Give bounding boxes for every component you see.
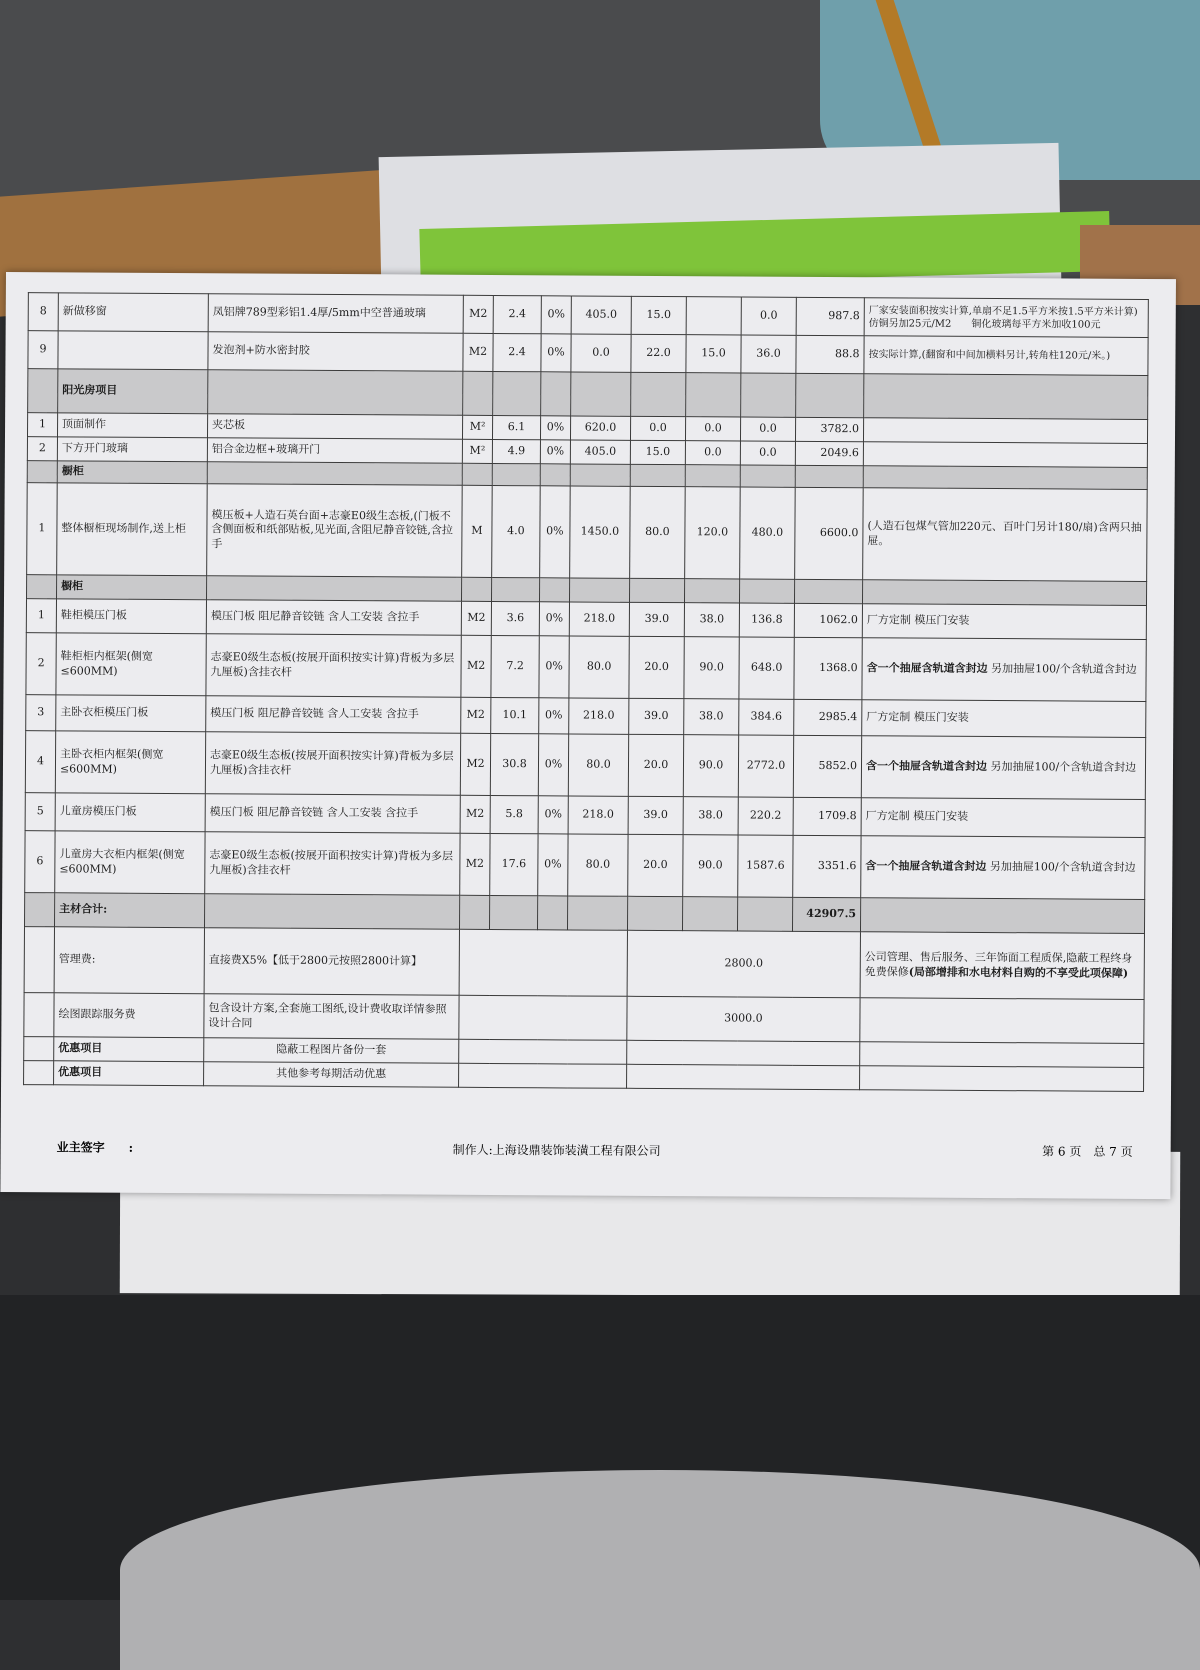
table-row: 9 发泡剂+防水密封胶 M2 2.4 0% 0.0 22.0 15.0 36.0 88.8 按实际计算,(翻窗和中间加横料另计,转角柱120元/米。) (28, 331, 1148, 376)
quotation-page (0, 272, 1176, 1199)
table-row: 1 顶面制作 夹芯板 M² 6.1 0% 620.0 0.0 0.0 0.0 3782.0 (27, 413, 1147, 444)
table-row: 1 鞋柜模压门板 模压门板 阻尼静音铰链 含人工安装 含拉手 M2 3.6 0% 218.0 39.0 38.0 136.8 1062.0 厂方定制 模压门安装 (26, 599, 1146, 640)
table-row: 5 儿童房模压门板 模压门板 阻尼静音铰链 含人工安装 含拉手 M2 5.8 0% 218.0 39.0 38.0 220.2 1709.8 厂方定制 模压门安装 (25, 793, 1145, 838)
section-header-sunroom: 阳光房项目 (28, 369, 1148, 420)
promotion-row: 优惠项目 其他参考每期活动优惠 (24, 1061, 1144, 1092)
design-fee-row: 绘图跟踪服务费 包含设计方案,全套施工图纸,设计费收取详情参照设计合同 3000.0 (24, 993, 1144, 1044)
section-header-wardrobe: 橱柜 (27, 575, 1147, 606)
section-header-cabinet: 橱柜 (27, 461, 1147, 490)
table-row: 2 下方开门玻璃 铝合金边框+玻璃开门 M² 4.9 0% 405.0 15.0 0.0 0.0 2049.6 (27, 437, 1147, 468)
table-row: 6 儿童房大衣柜内框架(侧宽≤600MM) 志豪E0级生态板(按展开面积按实计算)背板为多层九厘板)含挂衣杆 M2 17.6 0% 80.0 20.0 90.0 1587.6 3351.6 含一个抽屉含轨道含封边 另加抽屉100/个含轨道含封边 (25, 831, 1145, 900)
quotation-table (23, 292, 1149, 1092)
background-knee (120, 1470, 1200, 1670)
owner-signature-label: 业主签字 : (56, 1140, 134, 1155)
promotion-row: 优惠项目 隐蔽工程图片备份一套 (24, 1037, 1144, 1068)
table-row: 1 整体橱柜现场制作,送上柜 模压板+人造石英台面+志豪E0级生态板,(门板不含侧面板和纸部贴板,见光面,含阻尼静音铰链,含拉手 M 4.0 0% 1450.0 80.0 120.0 480.0 6600.0 (人造石包煤气管加220元、百叶门另计180/扇)含两只抽屉。 (27, 483, 1148, 582)
table-row: 8 新做移窗 凤铝牌789型彩铝1.4厚/5mm中空普通玻璃 M2 2.4 0% 405.0 15.0 0.0 987.8 厂家安装面积按实计算,单扇不足1.5平方米按1.5平方米计算)仿铜另加25元/M2 铜化玻璃每平方米加收100元 (28, 293, 1148, 338)
table-row: 2 鞋柜柜内框架(侧宽≤600MM) 志豪E0级生态板(按展开面积按实计算)背板为多层九厘板)含挂衣杆 M2 7.2 0% 80.0 20.0 90.0 648.0 1368.0 含一个抽屉含轨道含封边 另加抽屉100/个含轨道含封边 (26, 633, 1146, 702)
page-footer (23, 1134, 1143, 1165)
management-fee-row: 管理费: 直接费X5%【低于2800元按照2800计算】 2800.0 公司管理、售后服务、三年饰面工程质保,隐蔽工程终身免费保修(局部增排和水电材料自购的不享受此项保障) (24, 927, 1144, 1000)
main-material-total-row: 主材合计: 42907.5 (25, 893, 1145, 934)
table-row: 4 主卧衣柜内框架(侧宽≤600MM) 志豪E0级生态板(按展开面积按实计算)背板为多层九厘板)含挂衣杆 M2 30.8 0% 80.0 20.0 90.0 2772.0 5852.0 含一个抽屉含轨道含封边 另加抽屉100/个含轨道含封边 (25, 731, 1145, 800)
maker-label: 制作人:上海设鼎装饰装潢工程有限公司 (452, 1142, 661, 1159)
table-row: 3 主卧衣柜模压门板 模压门板 阻尼静音铰链 含人工安装 含拉手 M2 10.1 0% 218.0 39.0 38.0 384.6 2985.4 厂方定制 模压门安装 (26, 695, 1146, 738)
page-number: 第 6 页 总 7 页 (1042, 1144, 1133, 1159)
